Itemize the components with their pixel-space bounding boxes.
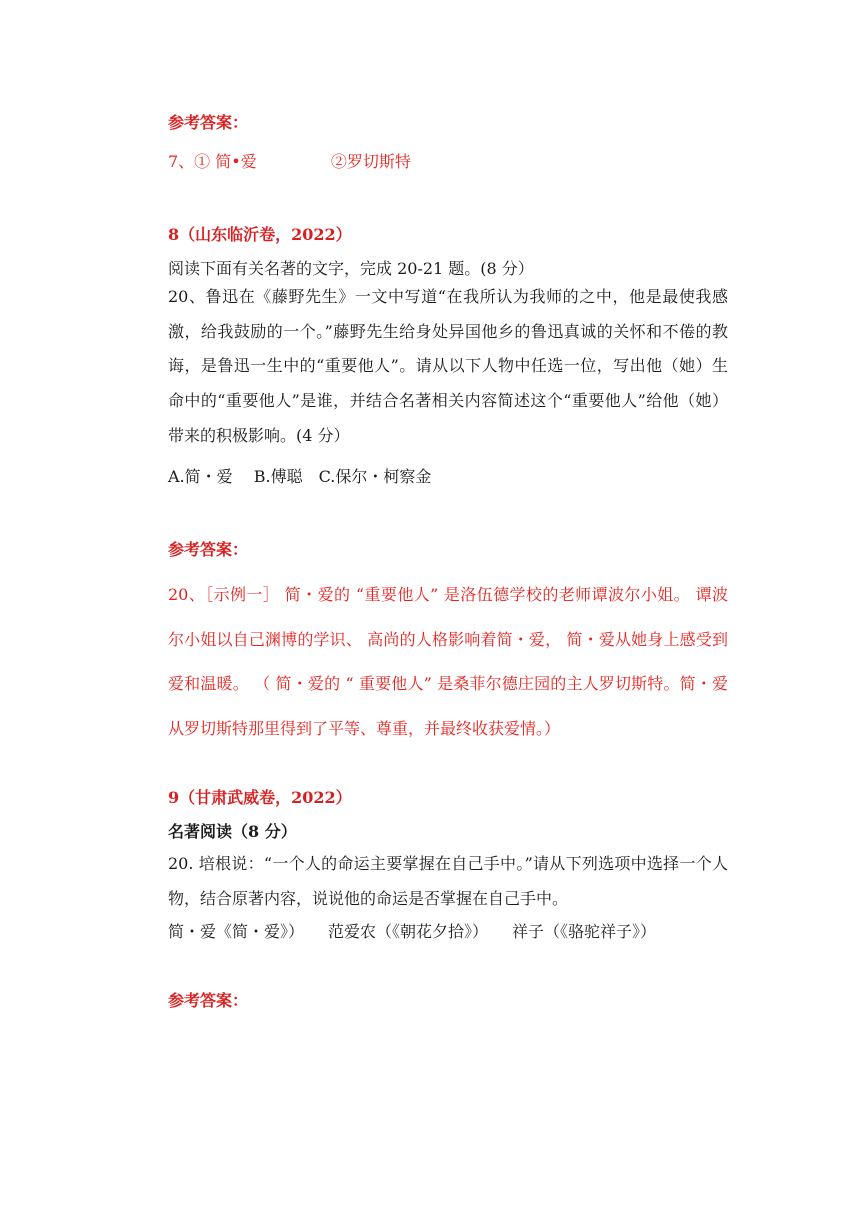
answer-q7-part2: ②罗切斯特 xyxy=(330,152,411,171)
answer-label: 参考答案： xyxy=(168,991,249,1010)
question-8-intro: 阅读下面有关名著的文字，完成 20-21 题。(8 分） xyxy=(168,259,534,278)
answer-label: 参考答案： xyxy=(168,540,249,559)
question-9-heading: 9（甘肃武威卷，2022） xyxy=(168,788,352,807)
answer-q7 xyxy=(168,152,411,172)
question-8-body: 20、鲁迅在《藤野先生》一文中写道“在我所认为我师的之中，他是最使我感激，给我鼓励的一个。”藤野先生给身处异国他乡的鲁迅真诚的关怀和不倦的教诲，是鲁迅一生中的“重要他人”。请从以下人物中任选一位，写出他（她）生命中的“重要他人”是谁，并结合名著相关内容简述这个“重要他人”给他（她）带来的积极影响。(4 分） xyxy=(168,287,728,445)
answer-label: 参考答案： xyxy=(168,113,249,132)
answer-q7-part1: 7、① 简•爱 xyxy=(168,152,257,171)
question-9-body: 20. 培根说：“一个人的命运主要掌握在自己手中。”请从下列选项中选择一个人物，结合原著内容，说说他的命运是否掌握在自己手中。 xyxy=(168,854,728,908)
answer-q8-body: 20、［示例一］ 简・爱的 “重要他人” 是洛伍德学校的老师谭波尔小姐。 谭波尔小姐以自己渊博的学识、 高尚的人格影响着简・爱， 简・爱从她身上感受到爱和温暖。 （ 简・爱的 “ 重要他人” 是桑菲尔德庄园的主人罗切斯特。简・爱从罗切斯特那里得到了平等、尊重，并最终收获爱情。） xyxy=(168,585,728,738)
question-9-options: 简・爱《简・爱》） 范爱农（《朝花夕拾》） 祥子（《骆驼祥子》） xyxy=(168,922,657,941)
question-8-options: A.简・爱 B.傅聪 C.保尔・柯察金 xyxy=(168,467,432,486)
question-9-subheading: 名著阅读（8 分） xyxy=(168,822,297,841)
question-8-heading: 8（山东临沂卷，2022） xyxy=(168,225,352,244)
